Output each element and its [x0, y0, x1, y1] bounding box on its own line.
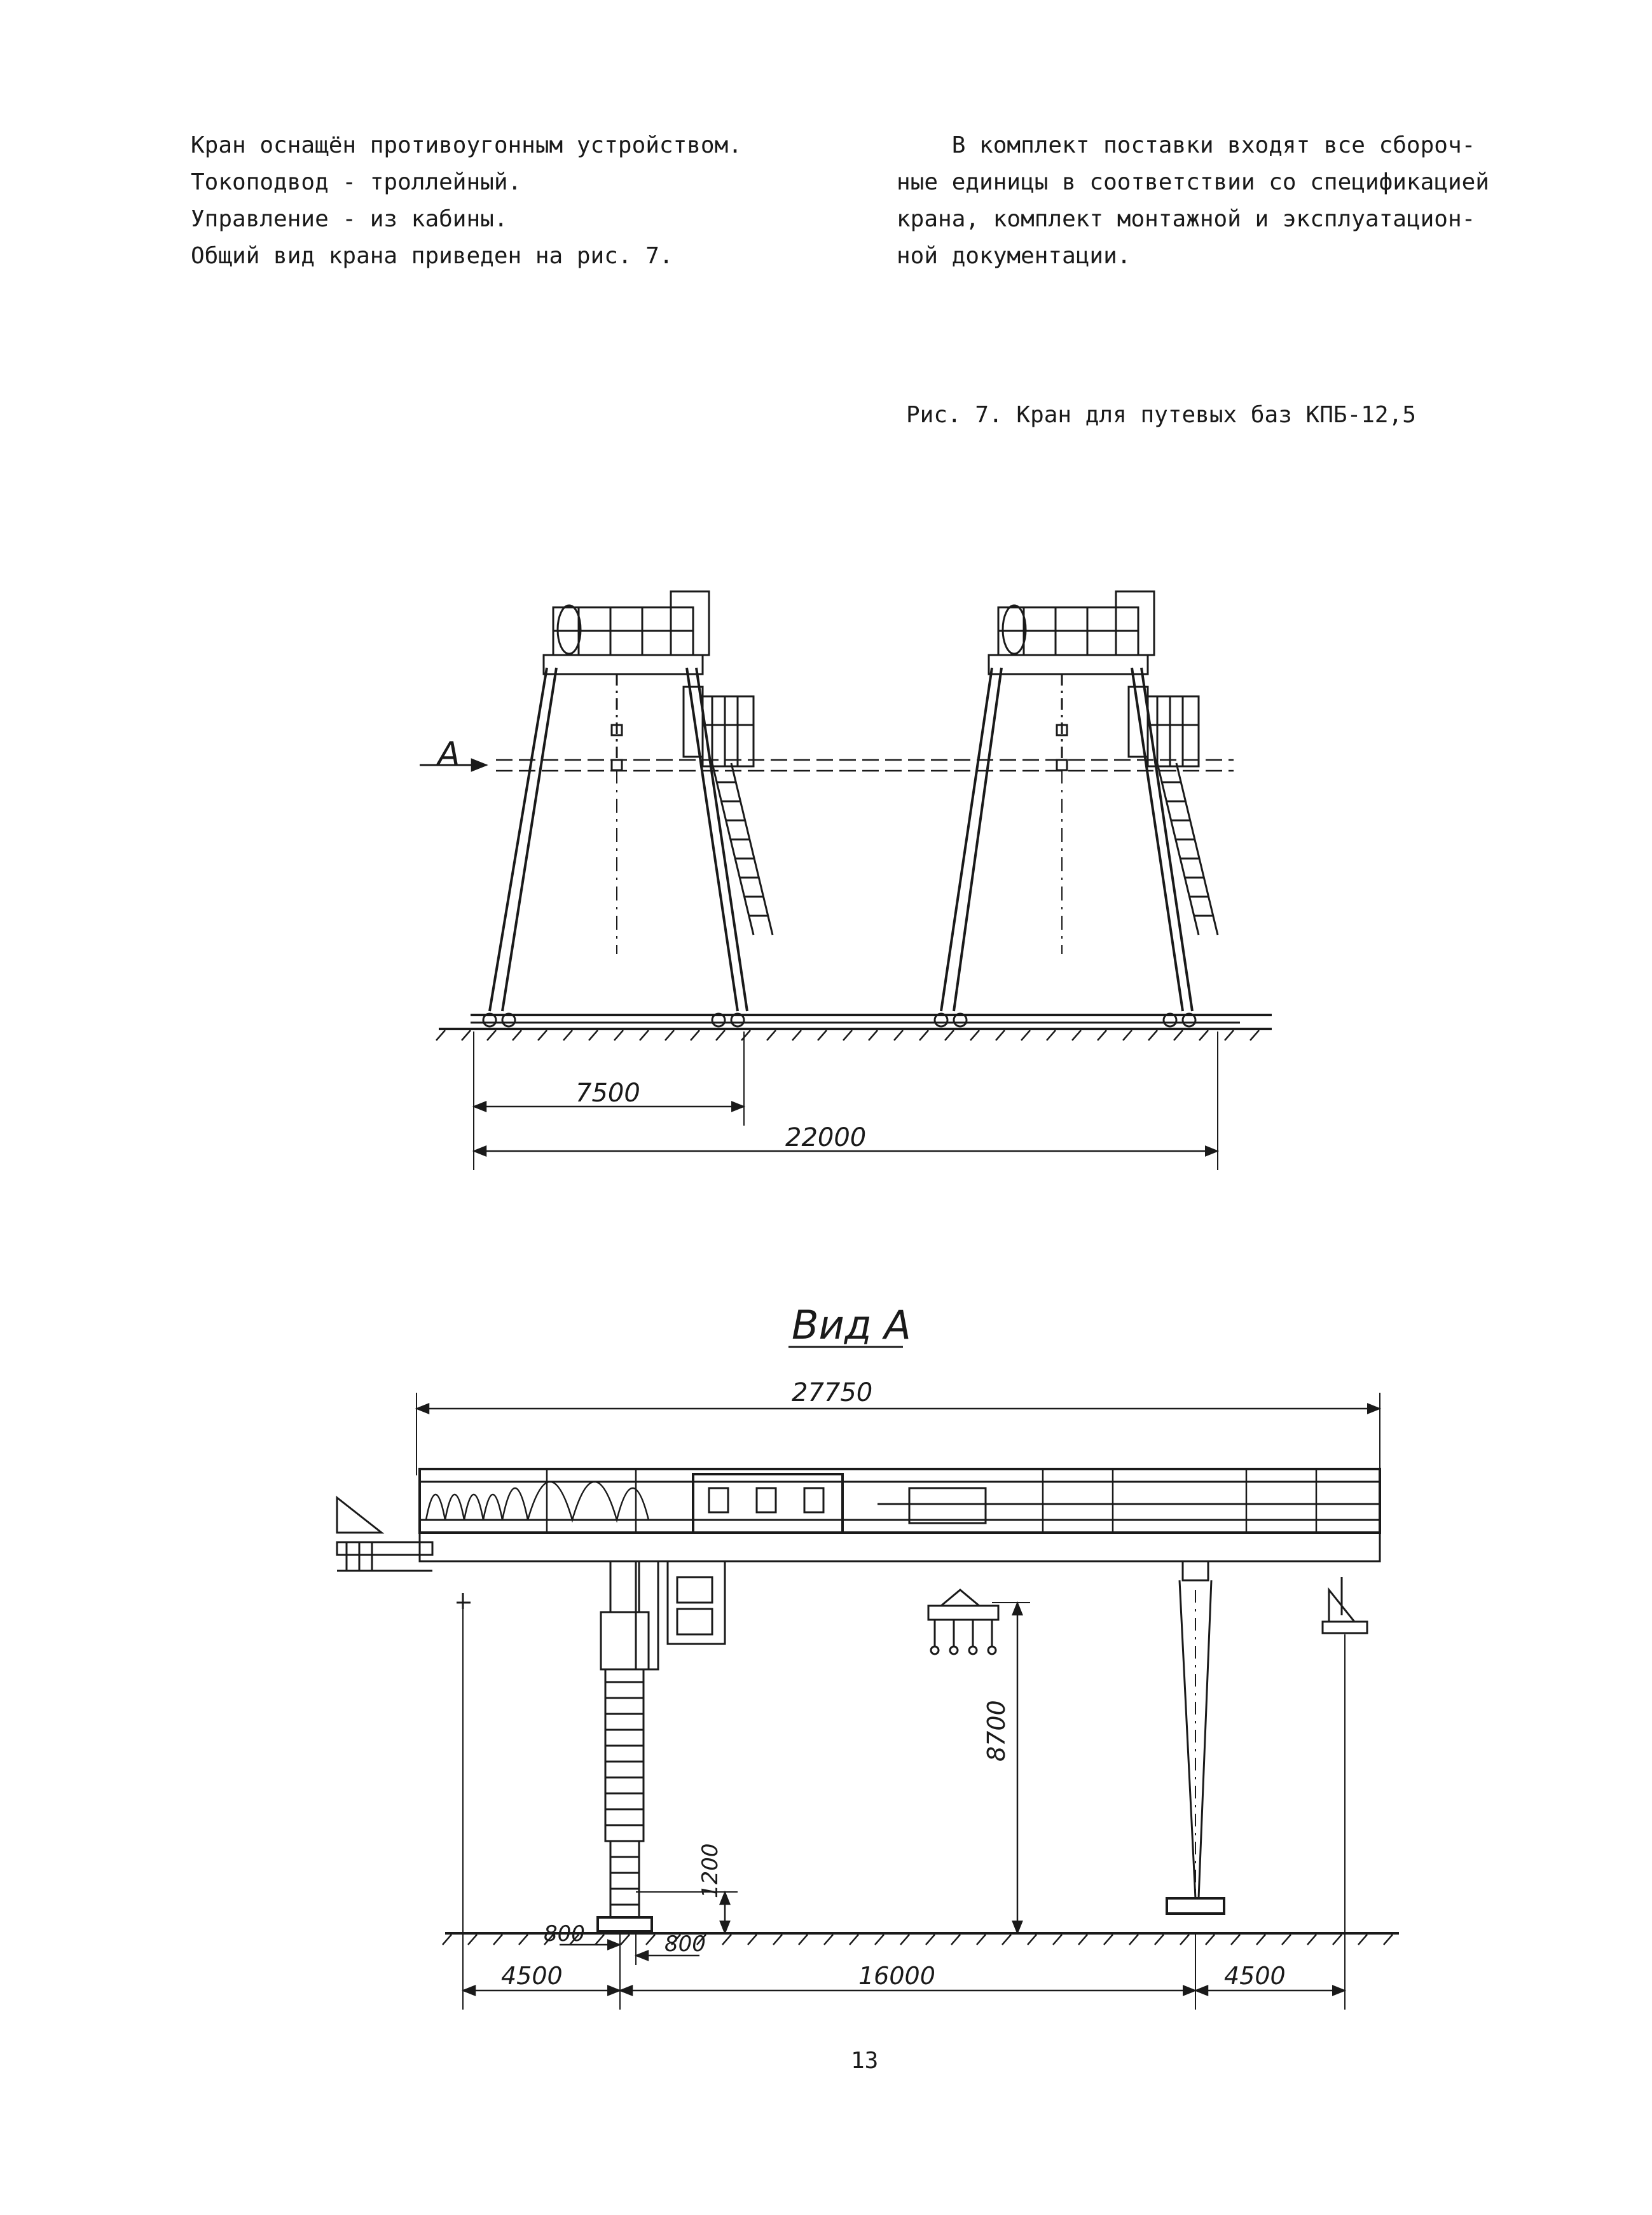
dim-22000: 22000 — [785, 1123, 867, 1152]
text-line: ные единицы в соответствии со спецификацией — [897, 169, 1489, 195]
dim-7500: 7500 — [575, 1079, 640, 1108]
view-a-title: Вид А — [792, 1302, 911, 1348]
dim-1200: 1200 — [698, 1843, 723, 1898]
crane-1-frame — [490, 591, 773, 1011]
front-elevation-view — [337, 1393, 1399, 2010]
dim-27750: 27750 — [792, 1378, 873, 1407]
text-line: ной документации. — [897, 243, 1131, 269]
text-line: Управление - из кабины. — [191, 206, 508, 232]
figure-caption: Рис. 7. Кран для путевых баз КПБ-12,5 — [906, 402, 1416, 428]
dim-4500-right: 4500 — [1224, 1962, 1286, 1990]
view-arrow-label: А — [437, 735, 460, 773]
ground-hatching — [436, 1030, 1259, 1040]
text-line: крана, комплект монтажной и эксплуатацион- — [897, 206, 1476, 232]
dim-4500-left: 4500 — [501, 1962, 563, 1990]
text-line: Токоподвод - троллейный. — [191, 169, 522, 195]
text-line: Кран оснащён противоугонным устройством. — [191, 132, 742, 158]
side-elevation-view — [420, 591, 1272, 1170]
dim-8700: 8700 — [982, 1700, 1010, 1762]
text-line: Общий вид крана приведен на рис. 7. — [191, 243, 673, 269]
page-number: 13 — [851, 2048, 879, 2074]
dim-16000: 16000 — [858, 1962, 935, 1990]
crane-2-frame — [941, 591, 1218, 1011]
text-line: В комплект поставки входят все сбороч- — [897, 132, 1476, 158]
dim-800-left: 800 — [544, 1921, 585, 1947]
dim-800-right: 800 — [664, 1931, 706, 1957]
